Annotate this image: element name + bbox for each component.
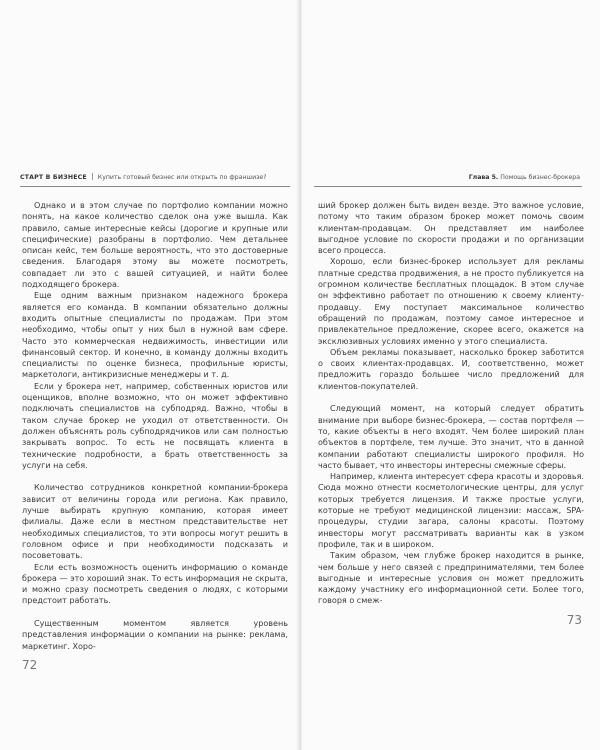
paragraph: Если есть возможность оценить информацию о команде брокера — это хороший знак. То есть информация не скрыта, и можно сразу посмотреть сведения о людях, с которыми предстоит работать. [22,562,288,606]
page-number: 73 [566,613,582,627]
body-text [22,200,288,652]
paragraph: Количество сотрудников конкретной компании-брокера зависит от величины города или региона. Как правило, лучше выбирать крупную компанию, которая имеет филиалы. Даже если в местном представительстве нет необходимых специалистов, то эти вопросы могут решить в головном офисе и при необходимости подсказать и посоветовать. [22,483,288,561]
paragraph: Если у брокера нет, например, собственных юристов или оценщиков, вполне возможно, что он может эффективно подключать специалистов на субподряд. Важно, чтобы в таком случае брокер не уходил от ответственности. Он должен объяснять роль субподрядчиков или сам полностью закрывать вопрос. То есть не посвящать клиента в технические подробности, а брать ответственность за услуги на себя. [22,381,288,470]
section-title: СТАРТ В БИЗНЕСЕ [20,174,87,181]
left-page [0,0,298,750]
page-number: 72 [22,658,38,672]
paragraph: Объем рекламы показывает, насколько брокер заботится о своих клиентах-продавцах. И, соответственно, может предложить гораздо большее число предложений для клиентов-покупателей. [318,347,584,391]
paragraph: Таким образом, чем глубже брокер находится в рынке, чем больше у него связей с предпринимателями, тем более выгодные и интересные условия он может предложить каждому участнику его информационной сети. Более того, говоря о смеж- [318,551,584,606]
header-separator [92,173,93,180]
chapter-number: Глава 5. [468,174,499,181]
paragraph: Существенным моментом является уровень представления информации о компании на рынке: реклама, маркетинг. Хоро- [22,618,288,651]
paragraph: Например, клиента интересует сфера красоты и здоровья. Сюда можно отнести косметологические центры, для услуг которых требуется лицензия. И также простые услуги, которые не требуют медицинской лицензии: массаж, SPA-процедуры, студии загара, салоны красоты. Поэтому инвесторы могут рассматривать варианты как в узком профиле, так и в широком. [318,472,584,549]
body-text [318,200,584,607]
running-header [469,173,580,183]
running-header [20,173,266,183]
header-rule [314,186,582,187]
paragraph: Хорошо, если бизнес-брокер использует для рекламы платные средства продвижения, а не просто публикуется на огромном количестве бесплатных площадок. В этом случае он эффективно работает по отношению к своему клиенту-продавцу. Ему поступает максимальное количество обращений по продажам, поэтому самое интересное и привлекательное предложение, скорее всего, окажется на эксклюзивных условиях именно у этого специалиста. [318,257,584,346]
paragraph: ший брокер должен быть виден везде. Это важное условие, потому что таким образом брокер может помочь своим клиентам-продавцам. Он представляет им наиболее выгодное условие по скорости продажи и по организации всего процесса. [318,201,584,256]
right-page [302,0,600,750]
paragraph: Еще одним важным признаком надежного брокера является его команда. В компании обязательно должны входить опытные специалисты по продажам. При этом необходимо, чтобы опыт у них был в нужной вам сфере. Часто это коммерческая недвижимость, инвестиции или финансовый сектор. И конечно, в команду должны входить специалисты по оценке бизнеса, профильные юристы, маркетологи, антикризисные менеджеры и т. д. [22,291,288,380]
book-subtitle: Купить готовый бизнес или открыть по франшизе? [97,174,267,181]
header-rule [20,186,290,187]
chapter-title: Помощь бизнес-брокера [500,174,580,181]
paragraph: Следующий момент, на который следует обратить внимание при выборе бизнес-брокера, — состав портфеля — то, какие объекты в него входят. Чем более широкий план объектов в портфеле, тем лучше. Это значит, что в данной компании работают специалисты широкого профиля. Но часто бывает, что инвесторы интересны смежные сферы. [318,404,584,470]
paragraph: Однако и в этом случае по портфолио компании можно понять, на какое количество сделок она уже вышла. Как правило, самые интересные кейсы (дорогие и крупные или специфические) разобраны в портфолио. Чем детальнее описан кейс, тем больше вероятность, что это достоверные сведения. Благодаря этому вы можете посмотреть, совпадает ли это с вашей ситуацией, и найти более подходящего брокера. [22,201,288,290]
